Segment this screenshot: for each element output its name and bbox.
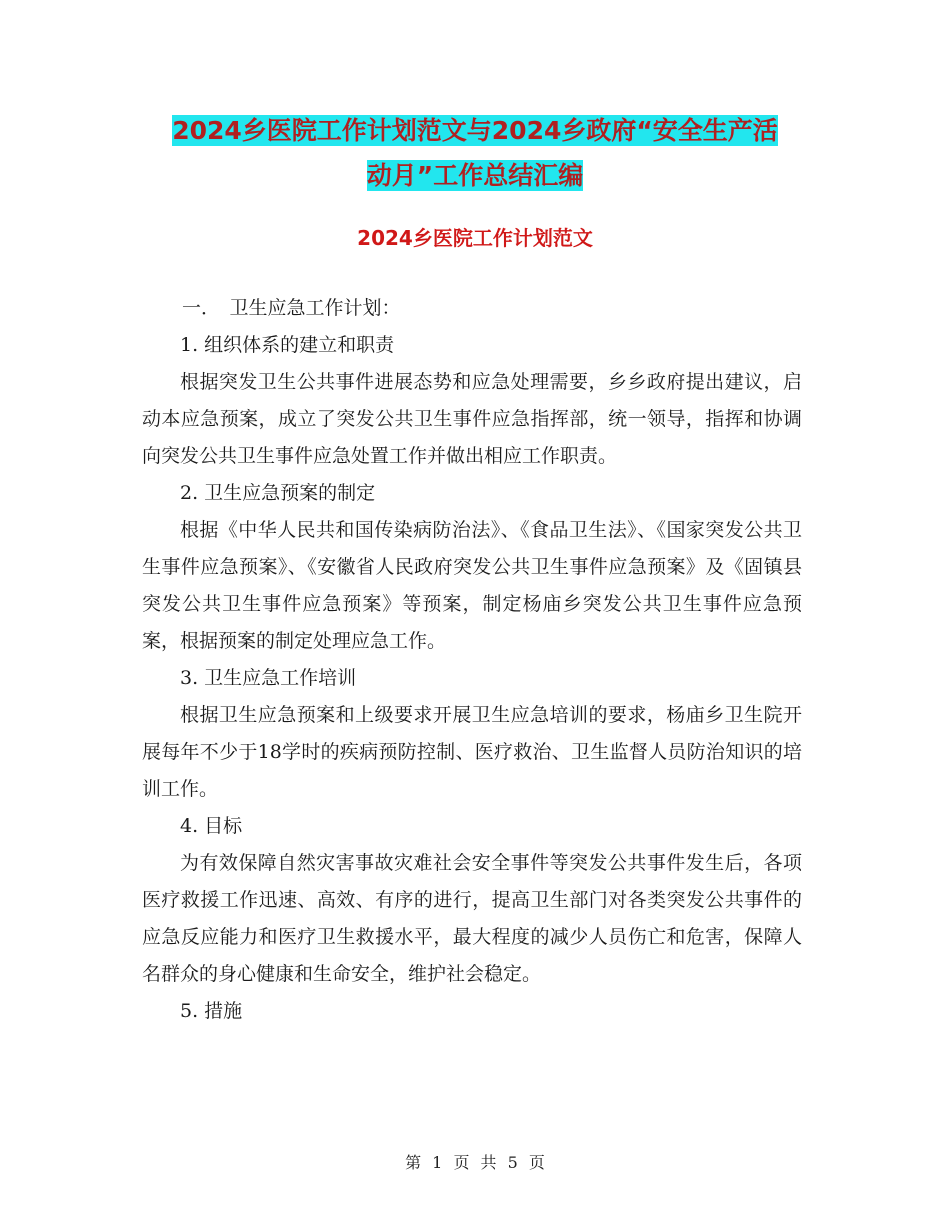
- page-footer: 第 1 页 共 5 页: [405, 1153, 545, 1172]
- subheading-measures: 5. 措施: [180, 1000, 243, 1022]
- paragraph-plan-formulation: 根据《中华人民共和国传染病防治法》、《食品卫生法》、《国家突发公共卫生事件应急预案》、《安徽省人民政府突发公共卫生事件应急预案》及《固镇县突发公共卫生事件应急预案》等预案，制定杨庙乡突发公共卫生事件应急预案，根据预案的制定处理应急工作。: [142, 519, 802, 652]
- subheading-training: 3. 卫生应急工作培训: [180, 667, 357, 689]
- paragraph-organization: 根据突发卫生公共事件进展态势和应急处理需要，乡乡政府提出建议，启动本应急预案，成立了突发公共卫生事件应急指挥部，统一领导，指挥和协调向突发公共卫生事件应急处置工作并做出相应工作职责。: [142, 371, 802, 467]
- document-body: [142, 290, 802, 1030]
- document-title: [140, 108, 810, 198]
- section-title: 2024乡医院工作计划范文: [357, 226, 593, 250]
- subheading-plan-formulation: 2. 卫生应急预案的制定: [180, 482, 376, 504]
- paragraph-training: 根据卫生应急预案和上级要求开展卫生应急培训的要求，杨庙乡卫生院开展每年不少于18学时的疾病预防控制、医疗救治、卫生监督人员防治知识的培训工作。: [142, 704, 802, 800]
- document-title-line-2: 动月”工作总结汇编: [366, 161, 584, 190]
- subheading-organization: 1. 组织体系的建立和职责: [180, 334, 395, 356]
- subheading-goals: 4. 目标: [180, 815, 243, 837]
- document-title-line-1: 2024乡医院工作计划范文与2024乡政府“安全生产活: [172, 116, 778, 145]
- paragraph-goals: 为有效保障自然灾害事故灾难社会安全事件等突发公共事件发生后，各项医疗救援工作迅速、高效、有序的进行，提高卫生部门对各类突发公共事件的应急反应能力和医疗卫生救援水平，最大程度的减少人员伤亡和危害，保障人名群众的身心健康和生命安全，维护社会稳定。: [142, 852, 802, 985]
- section-heading-emergency-plan: 一． 卫生应急工作计划：: [182, 297, 401, 319]
